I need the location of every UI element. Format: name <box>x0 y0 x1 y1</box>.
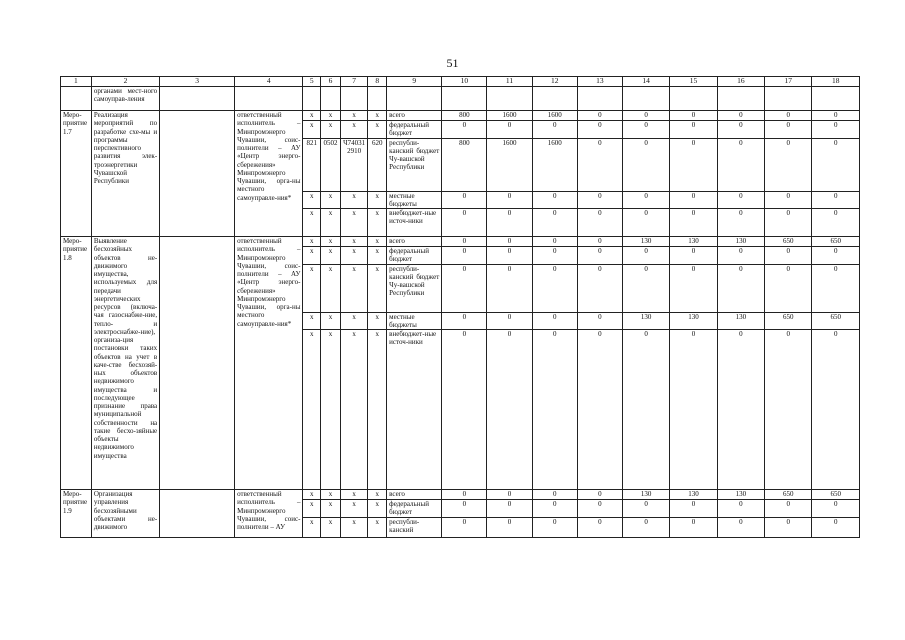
funding-value: 0 <box>670 247 717 265</box>
funding-source: местные бюджеты <box>387 191 442 209</box>
funding-value: 0 <box>812 209 860 237</box>
column-number: 6 <box>321 77 341 87</box>
funding-value: 0 <box>532 264 577 312</box>
funding-value: 130 <box>717 490 764 500</box>
target-article-code: х <box>340 500 368 518</box>
expense-type-code: х <box>368 312 387 330</box>
funding-value: 0 <box>532 330 577 490</box>
expense-type-code: х <box>368 247 387 265</box>
funding-value: 0 <box>442 490 487 500</box>
funding-value: 0 <box>577 209 622 237</box>
section-code: х <box>321 330 341 490</box>
funding-value: 0 <box>487 209 532 237</box>
target-article-code: х <box>340 490 368 500</box>
funding-value: 0 <box>487 312 532 330</box>
funding-value: 0 <box>532 312 577 330</box>
funding-value: 0 <box>487 490 532 500</box>
funding-value: 0 <box>765 191 812 209</box>
target-article-code: Ч74031 2910 <box>340 138 368 191</box>
funding-value: 0 <box>577 500 622 518</box>
funding-value: 0 <box>622 138 669 191</box>
funding-value: 1600 <box>532 138 577 191</box>
funding-value: 0 <box>717 517 764 537</box>
column-number: 14 <box>622 77 669 87</box>
funding-value: 0 <box>717 330 764 490</box>
funding-value: 1600 <box>487 111 532 121</box>
funding-value: 0 <box>670 138 717 191</box>
section-code: х <box>321 111 341 121</box>
funding-value: 0 <box>487 191 532 209</box>
grbs-code: х <box>303 237 321 247</box>
funding-value: 1600 <box>532 111 577 121</box>
expense-type-code: х <box>368 111 387 121</box>
funding-value: 0 <box>765 500 812 518</box>
funding-value: 0 <box>670 111 717 121</box>
grbs-code: х <box>303 191 321 209</box>
funding-value: 0 <box>487 500 532 518</box>
expense-type-code: х <box>368 517 387 537</box>
funding-source: внебюджет-ные источ-ники <box>387 330 442 490</box>
funding-value: 0 <box>670 209 717 237</box>
funding-value: 0 <box>442 247 487 265</box>
funding-value: 650 <box>765 312 812 330</box>
funding-value: 0 <box>765 121 812 139</box>
funding-value: 1600 <box>487 138 532 191</box>
funding-value: 0 <box>812 500 860 518</box>
column-number: 18 <box>812 77 860 87</box>
funding-value: 650 <box>765 237 812 247</box>
funding-value: 130 <box>717 312 764 330</box>
grbs-code: х <box>303 247 321 265</box>
event-code: Меро-приятие 1.8 <box>61 237 92 490</box>
funding-value: 130 <box>622 237 669 247</box>
funding-value: 130 <box>670 237 717 247</box>
funding-value: 0 <box>577 111 622 121</box>
funding-value: 0 <box>442 209 487 237</box>
section-code: х <box>321 517 341 537</box>
section-code: х <box>321 191 341 209</box>
funding-value: 0 <box>670 330 717 490</box>
table-row <box>61 111 860 121</box>
funding-value: 0 <box>812 517 860 537</box>
funding-value: 130 <box>622 312 669 330</box>
funding-source: республи-канский бюджет Чу-вашской Республики <box>387 138 442 191</box>
grbs-code: х <box>303 264 321 312</box>
funding-value: 0 <box>577 121 622 139</box>
funding-value: 0 <box>670 264 717 312</box>
funding-value: 0 <box>765 111 812 121</box>
budget-table <box>60 76 860 538</box>
funding-value: 0 <box>532 121 577 139</box>
funding-value: 0 <box>487 237 532 247</box>
funding-value: 0 <box>765 330 812 490</box>
column-number: 17 <box>765 77 812 87</box>
funding-value: 650 <box>812 312 860 330</box>
target-article-code: х <box>340 209 368 237</box>
section-code: х <box>321 490 341 500</box>
funding-value: 0 <box>717 138 764 191</box>
column-number: 7 <box>340 77 368 87</box>
grbs-code: х <box>303 517 321 537</box>
grbs-code: х <box>303 209 321 237</box>
funding-value: 0 <box>442 517 487 537</box>
funding-value: 0 <box>442 312 487 330</box>
funding-value: 0 <box>532 237 577 247</box>
funding-source: республи-канский <box>387 517 442 537</box>
funding-source: федеральный бюджет <box>387 500 442 518</box>
target-article-code: х <box>340 121 368 139</box>
funding-value: 0 <box>622 247 669 265</box>
grbs-code: х <box>303 312 321 330</box>
funding-value: 130 <box>670 312 717 330</box>
funding-source: всего <box>387 490 442 500</box>
continuation-row <box>61 87 860 111</box>
funding-value: 0 <box>487 330 532 490</box>
target-article-code: х <box>340 517 368 537</box>
section-code: 0502 <box>321 138 341 191</box>
funding-value: 0 <box>670 500 717 518</box>
section-code: х <box>321 264 341 312</box>
funding-value: 0 <box>442 237 487 247</box>
funding-value: 0 <box>532 517 577 537</box>
column-number: 9 <box>387 77 442 87</box>
funding-value: 0 <box>765 264 812 312</box>
funding-value: 0 <box>487 517 532 537</box>
empty-cell <box>160 490 235 538</box>
funding-value: 650 <box>812 237 860 247</box>
section-code: х <box>321 500 341 518</box>
expense-type-code: х <box>368 237 387 247</box>
table-row <box>61 237 860 247</box>
expense-type-code: 620 <box>368 138 387 191</box>
funding-source: всего <box>387 237 442 247</box>
target-article-code: х <box>340 264 368 312</box>
funding-value: 0 <box>717 264 764 312</box>
event-responsible: ответственный исполнитель – Минпромэнерго Чувашии, соис-полнители – АУ <box>235 490 303 538</box>
column-number: 3 <box>160 77 235 87</box>
column-number: 5 <box>303 77 321 87</box>
grbs-code: х <box>303 330 321 490</box>
funding-value: 0 <box>577 138 622 191</box>
event-description: Организация управления бесхозяйными объектами не-движимого <box>91 490 159 538</box>
funding-value: 0 <box>812 247 860 265</box>
funding-value: 0 <box>622 111 669 121</box>
funding-value: 0 <box>717 247 764 265</box>
expense-type-code: х <box>368 264 387 312</box>
target-article-code: х <box>340 247 368 265</box>
events-body <box>61 111 860 538</box>
target-article-code: х <box>340 111 368 121</box>
event-responsible: ответственный исполнитель – Минпромэнерго Чувашии, соис-полнители – АУ «Центр энерго-сбережения» Минпромэнерго Чувашии, орга-ны местного самоуправле-ния* <box>235 237 303 490</box>
funding-value: 0 <box>532 191 577 209</box>
column-number: 8 <box>368 77 387 87</box>
grbs-code: х <box>303 500 321 518</box>
column-number: 1 <box>61 77 92 87</box>
table-row <box>61 490 860 500</box>
column-number: 16 <box>717 77 764 87</box>
funding-value: 0 <box>812 330 860 490</box>
column-number: 11 <box>487 77 532 87</box>
empty-cell <box>160 237 235 490</box>
funding-value: 0 <box>765 209 812 237</box>
expense-type-code: х <box>368 490 387 500</box>
funding-value: 0 <box>622 264 669 312</box>
grbs-code: х <box>303 111 321 121</box>
funding-value: 0 <box>577 330 622 490</box>
grbs-code: х <box>303 121 321 139</box>
funding-value: 0 <box>765 247 812 265</box>
expense-type-code: х <box>368 500 387 518</box>
funding-value: 0 <box>717 121 764 139</box>
funding-value: 0 <box>812 191 860 209</box>
funding-value: 0 <box>812 264 860 312</box>
funding-value: 0 <box>717 111 764 121</box>
section-code: х <box>321 121 341 139</box>
funding-value: 0 <box>442 500 487 518</box>
funding-value: 0 <box>532 209 577 237</box>
section-code: х <box>321 237 341 247</box>
funding-value: 800 <box>442 138 487 191</box>
funding-value: 0 <box>812 111 860 121</box>
funding-value: 0 <box>717 500 764 518</box>
funding-value: 0 <box>812 138 860 191</box>
funding-value: 0 <box>622 517 669 537</box>
funding-value: 0 <box>442 264 487 312</box>
page-number: 51 <box>446 56 459 70</box>
event-responsible: ответственный исполнитель – Минпромэнерго Чувашии, соис-полнители – АУ «Центр энерго-сбережения» Минпромэнерго Чувашии, орга-ны местного самоуправле-ния* <box>235 111 303 237</box>
funding-value: 130 <box>670 490 717 500</box>
funding-value: 0 <box>577 490 622 500</box>
funding-value: 0 <box>487 247 532 265</box>
funding-source: федеральный бюджет <box>387 247 442 265</box>
funding-value: 0 <box>442 330 487 490</box>
target-article-code: х <box>340 191 368 209</box>
funding-value: 0 <box>532 500 577 518</box>
expense-type-code: х <box>368 330 387 490</box>
column-number: 4 <box>235 77 303 87</box>
column-number: 15 <box>670 77 717 87</box>
funding-value: 0 <box>487 121 532 139</box>
funding-value: 0 <box>532 247 577 265</box>
empty-cell <box>160 111 235 237</box>
expense-type-code: х <box>368 121 387 139</box>
funding-value: 650 <box>812 490 860 500</box>
funding-source: республи-канский бюджет Чу-вашской Республики <box>387 264 442 312</box>
funding-value: 0 <box>577 191 622 209</box>
funding-value: 0 <box>670 517 717 537</box>
funding-value: 0 <box>577 247 622 265</box>
column-number: 13 <box>577 77 622 87</box>
funding-value: 0 <box>622 330 669 490</box>
funding-value: 0 <box>670 191 717 209</box>
funding-value: 800 <box>442 111 487 121</box>
funding-value: 0 <box>487 264 532 312</box>
funding-value: 0 <box>812 121 860 139</box>
funding-value: 130 <box>622 490 669 500</box>
funding-source: местные бюджеты <box>387 312 442 330</box>
continuation-text: органами мест-ного самоуправ-ления <box>91 87 159 111</box>
funding-value: 0 <box>442 121 487 139</box>
funding-value: 0 <box>577 237 622 247</box>
target-article-code: х <box>340 330 368 490</box>
funding-source: федеральный бюджет <box>387 121 442 139</box>
grbs-code: 821 <box>303 138 321 191</box>
section-code: х <box>321 247 341 265</box>
column-number-row <box>61 77 860 87</box>
expense-type-code: х <box>368 209 387 237</box>
funding-value: 0 <box>622 191 669 209</box>
funding-source: внебюджет-ные источ-ники <box>387 209 442 237</box>
funding-value: 650 <box>765 490 812 500</box>
funding-value: 0 <box>765 517 812 537</box>
funding-value: 0 <box>622 209 669 237</box>
section-code: х <box>321 209 341 237</box>
funding-value: 0 <box>577 312 622 330</box>
event-description: Реализация мероприятий по разработке схе-мы и программы перспективного развития элек-троэнергетики Чувашской Республики <box>91 111 159 237</box>
expense-type-code: х <box>368 191 387 209</box>
funding-value: 0 <box>577 517 622 537</box>
event-code: Меро-приятие 1.9 <box>61 490 92 538</box>
funding-value: 0 <box>670 121 717 139</box>
event-code: Меро-приятие 1.7 <box>61 111 92 237</box>
funding-value: 0 <box>717 191 764 209</box>
funding-value: 0 <box>622 121 669 139</box>
column-number: 10 <box>442 77 487 87</box>
funding-value: 0 <box>532 490 577 500</box>
section-code: х <box>321 312 341 330</box>
funding-value: 0 <box>765 138 812 191</box>
target-article-code: х <box>340 237 368 247</box>
column-number: 12 <box>532 77 577 87</box>
event-description: Выявление бесхозяйных объектов не-движимого имущества, используемых для передачи энергетических ресурсов (включа-чая газоснабже-ние, тепло- и электроснабже-ние), организа-ция постановки таких объектов на учет в каче-стве бесхозяй-ных объектов недвижимого имущества и последующее признание права муниципальной собственности на такие бесхо-зяйные объекты недвижимого имущества <box>91 237 159 490</box>
funding-value: 0 <box>442 191 487 209</box>
funding-value: 0 <box>577 264 622 312</box>
grbs-code: х <box>303 490 321 500</box>
funding-value: 130 <box>717 237 764 247</box>
funding-value: 0 <box>717 209 764 237</box>
column-number: 2 <box>91 77 159 87</box>
funding-value: 0 <box>622 500 669 518</box>
target-article-code: х <box>340 312 368 330</box>
funding-source: всего <box>387 111 442 121</box>
